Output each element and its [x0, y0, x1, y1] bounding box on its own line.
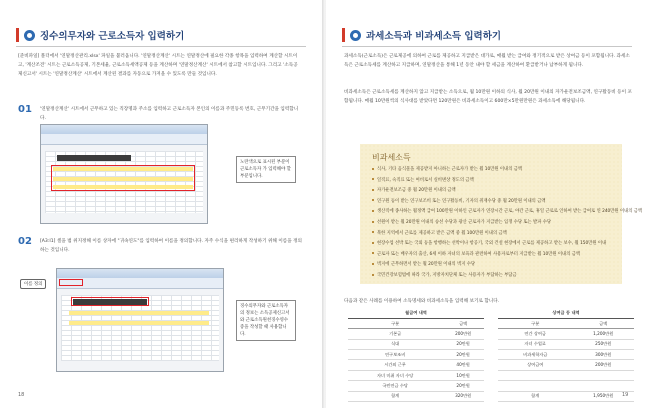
bullet-icon	[372, 210, 374, 212]
nontaxable-note-box	[360, 144, 643, 284]
step2-screenshot	[56, 268, 224, 372]
salary-table-row	[348, 350, 484, 360]
bullet-icon	[372, 199, 374, 201]
highlight-box	[51, 165, 195, 191]
note-item	[372, 208, 642, 216]
left-intro-paragraph: [준비파일] 폴더에서 '연말정산관리.xlsx' 파일을 불러옵니다. '연말정산계산' 시트는 연말정산에 필요한 각종 항목을 입력하여 계산할 시트이고, '계산조견' 시트는 근로소득공제, 기본세율, 근로소득세액공제 등을 계산하며 '연말정산계산' 시트에서 참고할 시트입니다. 그리고 '소득공제신고서' 시트는 '연말정산계산' 시트에서 계산된 결과를 자동으로 가져올 수 있도록 만들 것입니다.	[18, 54, 298, 78]
note-item	[372, 251, 580, 259]
salary-table-row	[348, 381, 484, 391]
bonus-table-cell: 합계	[498, 391, 572, 401]
salary-table-row	[348, 370, 484, 380]
note-item-text: 식사, 기타 음식물을 제공받지 아니하는 근로자가 받는 월 10만원 이내의 금액	[377, 167, 523, 172]
left-page	[0, 0, 324, 408]
bonus-table-cell: 250만원	[572, 339, 634, 349]
section-bullet-icon	[350, 30, 361, 41]
section-bar-icon	[16, 28, 19, 42]
ribbon-bar	[41, 125, 207, 134]
bullet-icon	[372, 168, 374, 170]
bonus-table-cell: 비과세학자금	[498, 350, 572, 360]
salary-table-cell: 시간외 근무	[348, 360, 442, 370]
note-item-text: 벽지에 근무하면서 받는 월 20만원 이내의 벽지 수당	[377, 262, 476, 268]
note-item-text: 현장수업 선박 또는 국외 등을 항행하는 선박이나 항공기, 국외 건설 현장에서 근로를 제공하고 받는 보수, 월 150만원 이내	[377, 241, 607, 247]
salary-table-caption: 월급여 내역	[348, 308, 484, 318]
bullet-icon	[372, 231, 374, 233]
salary-table-cell: 20만원	[442, 350, 484, 360]
note-item-text: 근로자 또는 배우자의 출산, 6세 이하 자녀의 보육과 관련하여 사용자로부터 지급받는 월 10만원 이내의 금액	[377, 251, 581, 257]
salary-table-cell: 자녀 미취 자녀 수당	[348, 370, 442, 380]
bonus-table-cell: 상여금여	[498, 360, 572, 370]
salary-col-head: 금액	[442, 318, 484, 328]
note-item-text: 선원이 받는 월 20만원 이내의 승선 수당과 광산 근로자가 지급받는 입갱 수당 또는 발파 수당	[377, 220, 552, 225]
salary-table-row	[348, 339, 484, 349]
salary-table-cell: 연구보조비	[348, 350, 442, 360]
bonus-table-row	[498, 350, 634, 360]
bonus-table-cell	[498, 370, 572, 380]
right-title-text: 과세소득과 비과세소득 입력하기	[366, 31, 502, 42]
range-highlight	[71, 297, 149, 306]
bullet-icon	[372, 189, 374, 191]
salary-table-cell: 20만원	[442, 339, 484, 349]
bonus-table-cell	[572, 370, 634, 380]
salary-table-cell: 10만원	[442, 370, 484, 380]
note-item-text: 일직료, 숙직료 또는 여비로서 실비변상 정도의 금액	[377, 177, 474, 183]
step2-number: 02	[18, 236, 32, 247]
salary-table	[348, 308, 484, 402]
bonus-table-row	[498, 391, 634, 401]
note-item	[372, 240, 606, 248]
bonus-col-head: 금액	[572, 318, 634, 328]
note-item	[372, 166, 522, 174]
step1-number: 01	[18, 104, 32, 115]
name-box-highlight	[59, 279, 83, 286]
bullet-icon	[372, 252, 374, 254]
bonus-col-head: 구분	[498, 318, 572, 328]
note-item	[372, 177, 474, 185]
left-title-rule	[16, 46, 306, 47]
salary-table-cell: 기본급	[348, 329, 442, 339]
step2-callout: 징수의무자와 근로소득자의 정보는 소득공제신고서와 근로소득원천징수영수증을 작성할 때 사용합니다.	[236, 300, 296, 341]
salary-table-cell: 국민연금 수당	[348, 381, 442, 391]
step1-callout: 노란색으로 표시된 부분이 근로소득자 가 입력해야 할 부분입니다.	[236, 156, 296, 183]
left-page-number: 18	[18, 392, 25, 398]
bonus-table-cell	[572, 381, 634, 391]
toolbar-strip	[41, 134, 207, 145]
section-bullet-icon	[24, 30, 35, 41]
note-item	[372, 230, 507, 238]
step1-screenshot	[40, 124, 208, 224]
section-bar-icon	[342, 28, 345, 42]
bonus-table-cell: 1,200만원	[572, 329, 634, 339]
salary-table-cell: 40만원	[442, 360, 484, 370]
right-title-rule	[342, 46, 632, 47]
bullet-icon	[372, 263, 374, 265]
bonus-table-cell: 1,950만원	[572, 391, 634, 401]
input-band	[69, 321, 209, 325]
sheet-header-block	[57, 155, 131, 161]
salary-table-cell: 식대	[348, 339, 442, 349]
note-item-text: 연구원 등이 받는 연구보조비 또는 연구활동비, 기자의 취재수당 중 월 20만원 이내의 금액	[377, 198, 546, 204]
right-intro-paragraph-1: 과세소득(근로소득)은 근로제공에 의하여 근로를 제공하고 지급받은 대가로, 매월 받는 급여와 정기적으로 받은 상여금 등이 포함됩니다. 과세소득은 근로소득세를 계산하고 지급하며, 연말정산을 통해 1년 동안 내야 할 세금을 계산하여 환급받거나 납부하게 됩니다.	[344, 54, 630, 69]
bonus-table-cell: 200만원	[572, 360, 634, 370]
input-band	[69, 311, 209, 315]
right-page-number: 19	[622, 392, 629, 398]
salary-table-row	[348, 391, 484, 401]
bullet-icon	[372, 221, 374, 223]
left-section-title	[16, 26, 184, 44]
salary-table-cell: 20만원	[442, 381, 484, 391]
bonus-table-caption: 상여급 등 내역	[498, 308, 634, 318]
bonus-table-cell: 연간 상여금	[498, 329, 572, 339]
note-item-text: 생산직에 종사하는 월정액 급여 100만원 이하인 근로자가 연장시간 근로, 야간 근로, 휴일 근로로 인하여 받는 급여로 연 240만원 이내의 금액	[377, 209, 643, 215]
note-item	[372, 219, 551, 227]
note-title: 비과세소득	[372, 153, 411, 162]
step1-text: '연말정산계산' 시트에서 근무하고 있는 직장명과 주소를 입력하고 근로소득자 본인의 이름과 주민등록 번호, 근무기간을 입력합니다.	[40, 107, 299, 121]
bonus-table-cell: 300만원	[572, 350, 634, 360]
salary-table-cell: 200만원	[442, 329, 484, 339]
note-item	[372, 187, 456, 195]
step2-text: [A3:I1] 셀을 범 위지정해 이름 상자에 "귀속연도"를 입력하여 이름을 정의합니다. 자주 수식을 편리하게 작성하기 위해 이름을 정의하는 것입니다.	[40, 239, 302, 253]
bonus-table-cell	[498, 381, 572, 391]
bullet-icon	[372, 274, 374, 276]
note-item	[372, 272, 517, 280]
salary-col-head: 구분	[348, 318, 442, 328]
table-intro: 다음과 같은 사례를 이용하여 소득명세와 비과세소득을 입력해 보기로 합니다.	[344, 299, 500, 304]
salary-table-cell: 320만원	[442, 391, 484, 401]
bullet-icon	[372, 242, 374, 244]
salary-table-row	[348, 329, 484, 339]
right-section-title	[342, 26, 501, 44]
right-intro-paragraph-2: 비과세소득은 근로소득세를 계산하지 않고 지급받는 소득으로, 월 10만원 이하의 식사, 월 20만원 이내의 자가운전보조금액, 연구활동비 등이 포함됩니다. 매월 10만원씩의 식사대를 받았다면 120만원은 비과세소득이고 600만×5만원만원은 과세소득에 해당됩니다.	[344, 90, 632, 105]
left-title-text: 징수의무자와 근로소득자 입력하기	[40, 31, 185, 42]
bonus-table-cell: 자녀 수업료	[498, 339, 572, 349]
ribbon-bar	[57, 269, 223, 278]
salary-table-row	[348, 360, 484, 370]
note-item-text: 국민건강보험법에 따라 국가, 지방자치단체 또는 사용자가 부담하는 부담금	[377, 273, 517, 278]
salary-table-cell: 합계	[348, 391, 442, 401]
bonus-table-row	[498, 329, 634, 339]
note-item-text: 북한 지역에서 근로를 제공하고 받은 금액 중 월 100만원 이내의 금액	[377, 230, 507, 236]
bonus-table	[498, 308, 634, 402]
name-define-tag: 이름 정의	[20, 279, 46, 289]
note-item	[372, 198, 546, 206]
bonus-table-row	[498, 381, 634, 391]
bonus-table-row	[498, 370, 634, 380]
note-item	[372, 261, 475, 269]
note-item-text: 자가운전보조금 중 월 20만원 이내의 금액	[377, 188, 456, 194]
bonus-table-row	[498, 339, 634, 349]
bonus-table-row	[498, 360, 634, 370]
bullet-icon	[372, 178, 374, 180]
